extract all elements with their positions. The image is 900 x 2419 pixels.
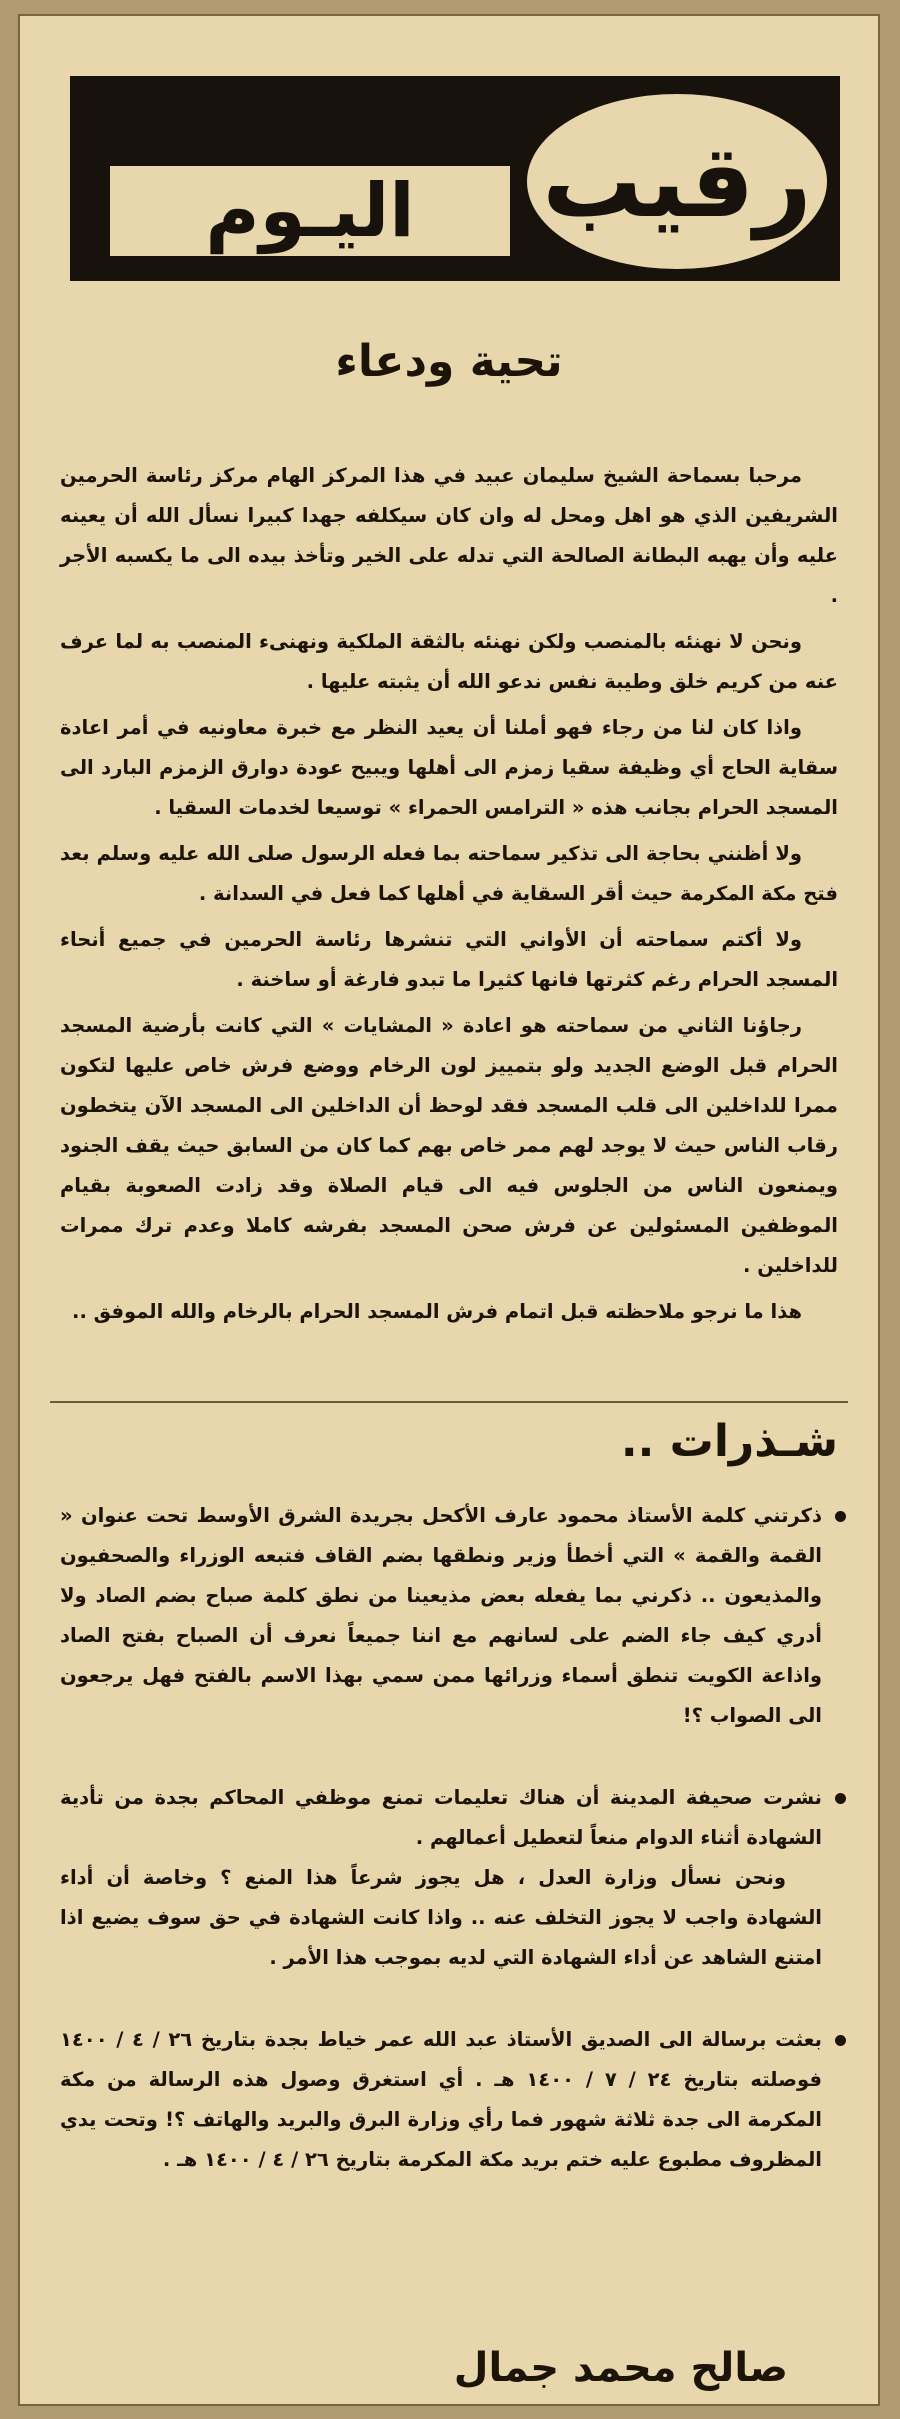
column-masthead — [70, 76, 840, 281]
paragraph: رجاؤنا الثاني من سماحته هو اعادة « المشايات » التي كانت بأرضية المسجد الحرام قبل الوضع الجديد ولو بتمييز لون الرخام ووضع فرش خاص عليها لتكون ممرا للداخلين الى قلب المسجد فقد لوحظ أن الداخلين الى المسجد الآن يتخطون رقاب الناس حيث لا يوجد لهم ممر خاص بهم كما كان من السابق حيث يقف الجنود ويمنعون الناس من الجلوس فيه الى قيام الصلاة وقد زادت الصعوبة بقيام الموظفين المسئولين عن فرش صحن المسجد بفرشه كاملا وعدم ترك ممرات للداخلين . — [60, 1014, 838, 1277]
bullet-text: ونحن نسأل وزارة العدل ، هل يجوز شرعاً هذا المنع ؟ وخاصة أن أداء الشهادة واجب لا يجوز التخلف عنه .. واذا كانت الشهادة في حق سوف يضيع اذا امتنع الشاهد عن أداء الشهادة التي لديه بموجب هذا الأمر . — [60, 1866, 822, 1969]
bullet-item — [60, 1496, 848, 1736]
paragraph: ولا أظنني بحاجة الى تذكير سماحته بما فعله الرسول صلى الله عليه وسلم بعد فتح مكة المكرمة حيث أقر السقاية في أهلها كما فعل في السدانة . — [60, 842, 838, 905]
newspaper-clipping — [18, 14, 880, 2406]
bullet-list — [60, 1496, 848, 2222]
bullet-text: نشرت صحيفة المدينة أن هناك تعليمات تمنع موظفي المحاكم بجدة من تأدية الشهادة أثناء الدوام منعاً لتعطيل أعمالهم . — [60, 1786, 822, 1849]
paragraph: ونحن لا نهنئه بالمنصب ولكن نهنئه بالثقة الملكية ونهنىء المنصب به لما عرف عنه من كريم خلق وطيبة نفس ندعو الله أن يثبته عليها . — [60, 630, 838, 693]
bullet-text: ذكرتني كلمة الأستاذ محمود عارف الأكحل بجريدة الشرق الأوسط تحت عنوان « القمة والقمة » التي أخطأ وزير ونطقها بضم القاف فتبعه الوزراء والصحفيون والمذيعون .. ذكرني بما يفعله بعض مذيعينا من نطق كلمة صباح بضم الصاد ولا أدري كيف جاء الضم على لسانهم مع اننا جميعاً نعرف أن الصباح بفتح الصاد واذاعة الكويت تنطق أسماء وزرائها ممن سمي بهذا الاسم بالفتح فهل يرجعون الى الصواب ؟! — [60, 1504, 822, 1727]
article-body — [60, 456, 838, 1338]
masthead-oval — [524, 91, 830, 272]
masthead-raqeeb: رقيب — [542, 122, 812, 240]
bullet-dot-icon — [835, 2035, 846, 2046]
masthead-today-panel — [110, 166, 510, 256]
paragraph: ولا أكتم سماحته أن الأواني التي تنشرها رئاسة الحرمين في جميع أنحاء المسجد الحرام رغم كثرتها فانها كثيرا ما تبدو فارغة أو ساخنة . — [60, 928, 838, 991]
bullet-item — [60, 1778, 848, 1978]
section-divider — [50, 1401, 848, 1403]
bullet-dot-icon — [835, 1511, 846, 1522]
bullet-item — [60, 2020, 848, 2180]
section-title: شـذرات .. — [620, 1416, 838, 1467]
bullet-dot-icon — [835, 1793, 846, 1804]
masthead-alyawm: اليـوم — [205, 168, 415, 254]
bullet-text: بعثت برسالة الى الصديق الأستاذ عبد الله عمر خياط بجدة بتاريخ ٢٦ / ٤ / ١٤٠٠ فوصلته بتاريخ ٢٤ / ٧ / ١٤٠٠ هـ . أي استغرق وصول هذه الرسالة من مكة المكرمة الى جدة ثلاثة شهور فما رأي وزارة البرق والبريد والهاتف ؟! وتحت يدي المظروف مطبوع عليه ختم بريد مكة المكرمة بتاريخ ٢٦ / ٤ / ١٤٠٠ هـ . — [60, 2028, 823, 2171]
paragraph: واذا كان لنا من رجاء فهو أملنا أن يعيد النظر مع خبرة معاونيه في أمر اعادة سقاية الحاج أي وظيفة سقيا زمزم الى أهلها ويبيح عودة دوارق الزمزم البارد الى المسجد الحرام بجانب هذه « الترامس الحمراء » توسيعا لخدمات السقيا . — [60, 716, 838, 819]
article-headline: تحية ودعاء — [335, 336, 563, 387]
author-signature: صالح محمد جمال — [453, 2345, 788, 2391]
paragraph: هذا ما نرجو ملاحظته قبل اتمام فرش المسجد الحرام بالرخام والله الموفق .. — [72, 1300, 802, 1323]
paragraph: مرحبا بسماحة الشيخ سليمان عبيد في هذا المركز الهام مركز رئاسة الحرمين الشريفين الذي هو اهل ومحل له وان كان سيكلفه جهدا كبيرا نسأل الله أن يعينه عليه وأن يهبه البطانة الصالحة التي تدله على الخير وتأخذ بيده الى ما يكسبه الأجر . — [60, 464, 838, 607]
